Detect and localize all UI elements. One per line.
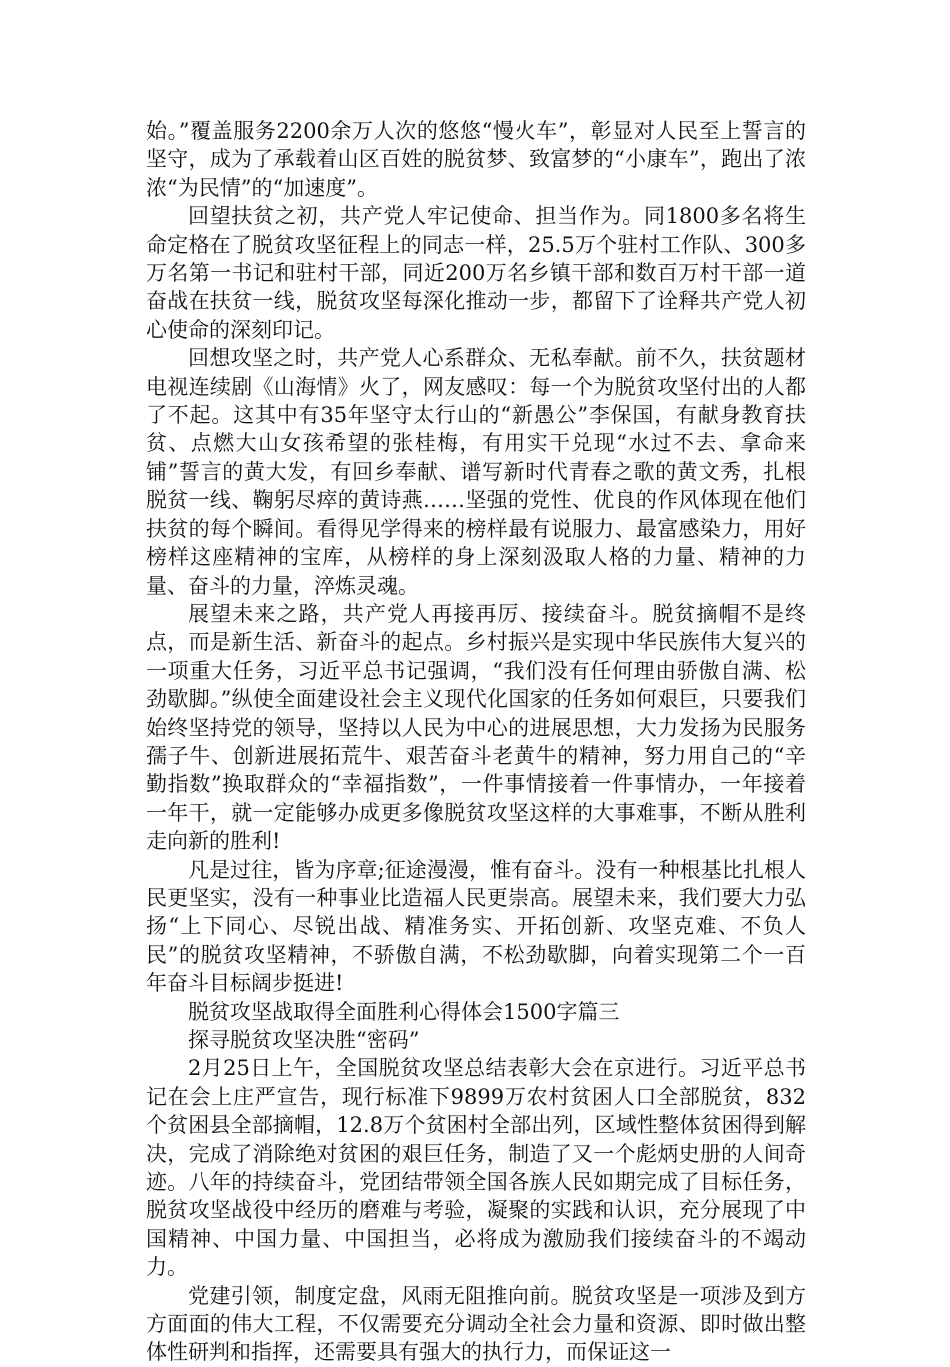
document-body — [146, 117, 806, 1367]
paragraph-review-beginning: 回望扶贫之初，共产党人牢记使命、担当作为。同1800多名将生命定格在了脱贫攻坚征程上的同志一样，25.5万个驻村工作队、300多万名第一书记和驻村干部，同近200万名乡镇干部和数百万村干部一道奋战在扶贫一线，脱贫攻坚每深化推动一步，都留下了诠释共产党人初心使命的深刻印记。 — [146, 204, 806, 342]
paragraph-recall-struggle: 回想攻坚之时，共产党人心系群众、无私奉献。前不久，扶贫题材电视连续剧《山海情》火了，网友感叹：每一个为脱贫攻坚付出的人都了不起。这其中有35年坚守太行山的“新愚公”李保国，有献身教育扶贫、点燃大山女孩希望的张桂梅，有用实干兑现“水过不去、拿命来铺”誓言的黄大发，有回乡奉献、谱写新时代青春之歌的黄文秀，扎根脱贫一线、鞠躬尽瘁的黄诗燕……坚强的党性、优良的作风体现在他们扶贫的每个瞬间。看得见学得来的榜样最有说服力、最富感染力，用好榜样这座精神的宝库，从榜样的身上深刻汲取人格的力量、精神的力量、奋斗的力量，淬炼灵魂。 — [146, 346, 806, 598]
paragraph-continuation: 始。”覆盖服务2200余万人次的悠悠“慢火车”，彰显对人民至上誓言的坚守，成为了承载着山区百姓的脱贫梦、致富梦的“小康车”，跑出了浓浓“为民情”的“加速度”。 — [146, 119, 806, 200]
section-heading: 脱贫攻坚战取得全面胜利心得体会1500字篇三 — [188, 999, 620, 1024]
article-title: 探寻脱贫攻坚决胜“密码” — [188, 1028, 420, 1052]
paragraph-conclusion: 凡是过往，皆为序章;征途漫漫，惟有奋斗。没有一种根基比扎根人民更坚实，没有一种事业比造福人民更崇高。展望未来，我们要大力弘扬“上下同心、尽锐出战、精准务实、开拓创新、攻坚克难、不负人民”的脱贫攻坚精神，不骄傲自满，不松劲歇脚，向着实现第二个一百年奋斗目标阔步挺进! — [146, 857, 806, 996]
paragraph-party-leadership: 党建引领，制度定盘，风雨无阻推向前。脱贫攻坚是一项涉及到方方面面的伟大工程，不仅需要充分调动全社会力量和资源、即时做出整体性研判和指挥，还需要具有强大的执行力，而保证这一 — [146, 1283, 806, 1365]
paragraph-look-ahead: 展望未来之路，共产党人再接再厉、接续奋斗。脱贫摘帽不是终点，而是新生活、新奋斗的起点。乡村振兴是实现中华民族伟大复兴的一项重大任务，习近平总书记强调，“我们没有任何理由骄傲自满、松劲歇脚。”纵使全面建设社会主义现代化国家的任务如何艰巨，只要我们始终坚持党的领导，坚持以人民为中心的进展思想，大力发扬为民服务孺子牛、创新进展拓荒牛、艰苦奋斗老黄牛的精神，努力用自己的“辛勤指数”换取群众的“幸福指数”，一件事情接着一件事情办，一年接着一年干，就一定能够办成更多像脱贫攻坚这样的大事难事，不断从胜利走向新的胜利! — [146, 601, 806, 854]
paragraph-conference: 2月25日上午，全国脱贫攻坚总结表彰大会在京进行。习近平总书记在会上庄严宣告，现行标准下9899万农村贫困人口全部脱贫，832个贫困县全部摘帽，12.8万个贫困村全部出列，区域性整体贫困得到解决，完成了消除绝对贫困的艰巨任务，制造了又一个彪炳史册的人间奇迹。八年的持续奋斗，党团结带领全国各族人民如期完成了目标任务，脱贫攻坚战役中经历的磨难与考验，凝聚的实践和认识，充分展现了中国精神、中国力量、中国担当，必将成为激励我们接续奋斗的不竭动力。 — [146, 1056, 806, 1280]
